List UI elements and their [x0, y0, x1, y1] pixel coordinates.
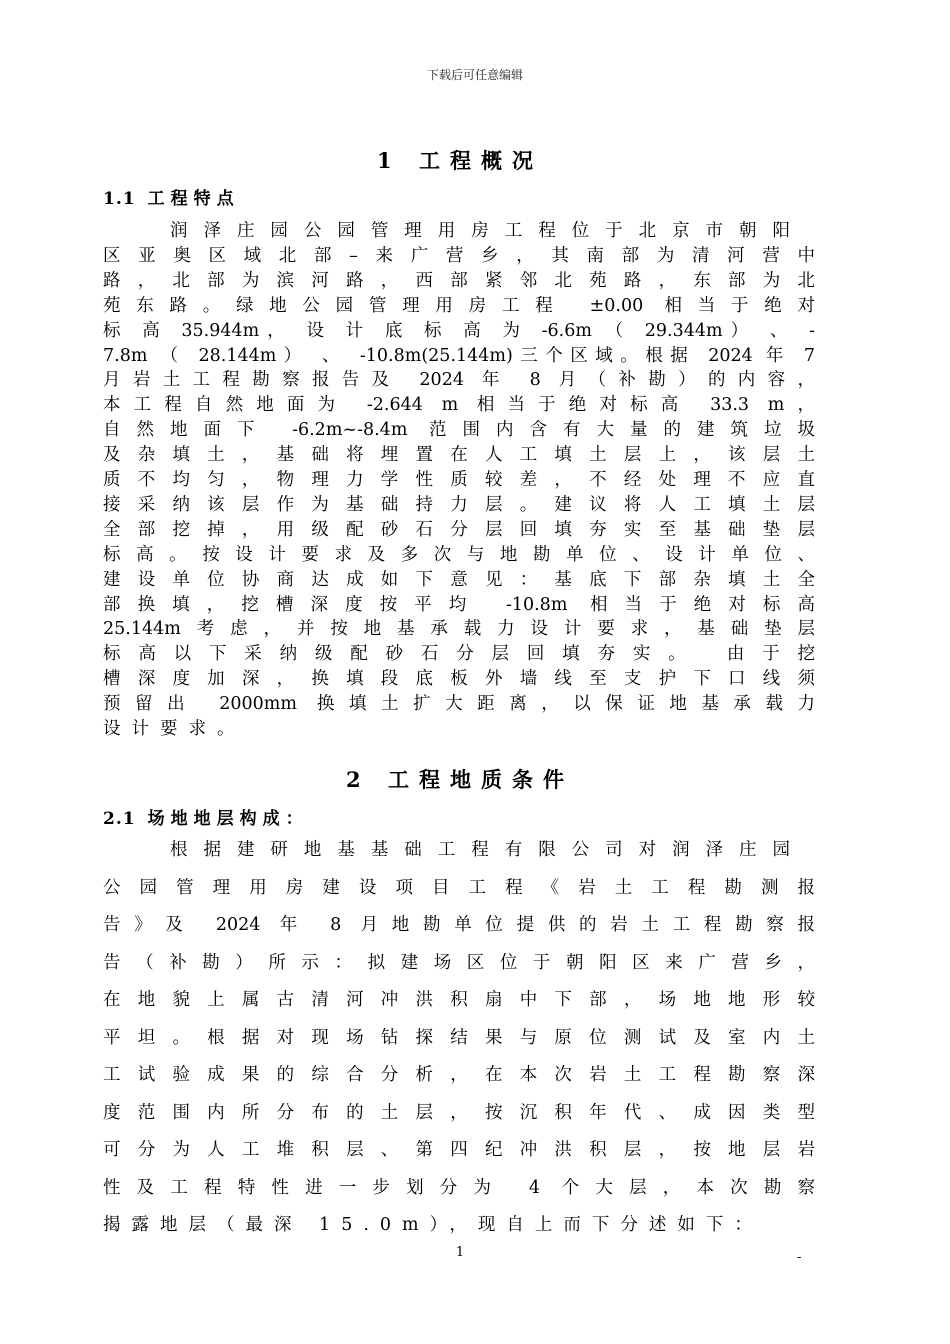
paragraph-line: 自然地面下 -6.2m~-8.4m 范围内含有大量的建筑垃圾	[103, 420, 815, 441]
paragraph-line: 工试验成果的综合分析，在本次岩土工程勘察深	[103, 1065, 815, 1085]
paragraph-line: 质不均匀，物理力学性质较差，不经处理不应直	[103, 470, 815, 490]
paragraph-line: 区亚奥区域北部–来广营乡，其南部为清河营中	[103, 245, 815, 266]
paragraph-line: 平坦。根据对现场钻探结果与原位测试及室内土	[103, 1027, 815, 1048]
paragraph-line: 根据建研地基基础工程有限公司对润泽庄园	[170, 840, 790, 860]
paragraph-line: 标 高 35.944m， 设 计 底 标 高 为 -6.6m （ 29.344m） 、 -	[103, 320, 815, 341]
paragraph-line: 可分为人工堆积层、第四纪冲洪积层，按地层岩	[103, 1140, 815, 1160]
page-header: 下载后可任意编辑	[426, 68, 523, 82]
paragraph-line: 本工程自然地面为 -2.644 m 相当于绝对标高 33.3 m，	[103, 395, 815, 416]
paragraph-line: 揭露地层（最深 15.0m），现自上而下分述如下：	[103, 1215, 763, 1235]
paragraph-line: 路，北部为滨河路，西部紧邻北苑路，东部为北	[103, 270, 815, 291]
paragraph-line: 预留出 2000mm 换填土扩大距离，以保证地基承载力	[103, 694, 815, 715]
paragraph-line: 告（补勘）所示：拟建场区位于朝阳区来广营乡，	[103, 952, 815, 973]
paragraph-line: 7.8m （ 28.144m） 、 -10.8m(25.144m)三个区域。根据 2024 年 7	[103, 345, 815, 366]
subsection-title-2-1	[103, 804, 309, 829]
paragraph-line: 及杂填土，基础将埋置在人工填土层上，该层土	[103, 445, 815, 466]
section-title-2: 2 工程地质条件	[346, 767, 574, 792]
paragraph-line: 25.144m考虑，并按地基承载力设计要求，基础垫层	[103, 619, 815, 640]
paragraph-line: 润泽庄园公园管理用房工程位于北京市朝阳	[170, 221, 790, 241]
subsection-label: 工程特点	[147, 189, 240, 209]
paragraph-line: 月岩土工程勘察报告及 2024 年 8 月（补勘）的内容，	[103, 370, 815, 391]
paragraph-line: 苑东路。绿地公园管理用房工程 ±0.00 相当于绝对	[103, 295, 815, 316]
subsection-number: 1.1	[103, 189, 136, 209]
paragraph-line: 公园管理用房建设项目工程《岩土工程勘测报	[103, 877, 815, 898]
paragraph-line: 标高以下采纳级配砂石分层回填夯实。 由于挖	[103, 644, 815, 665]
paragraph-line: 建设单位协商达成如下意见：基底下部杂填土全	[103, 569, 815, 590]
section-title-1: 1 工程概况	[377, 148, 543, 173]
paragraph-line: 全部挖掉，用级配砂石分层回填夯实至基础垫层	[103, 519, 815, 540]
paragraph-line: 告》及 2024 年 8 月地勘单位提供的岩土工程勘察报	[103, 915, 815, 935]
paragraph-line: 接采纳该层作为基础持力层。建议将人工填土层	[103, 494, 815, 515]
page-number: 1	[455, 1245, 465, 1260]
paragraph-line: 部换填，挖槽深度按平均 -10.8m 相当于绝对标高	[103, 594, 815, 615]
paragraph-line: 度范围内所分布的土层，按沉积年代、成因类型	[103, 1102, 815, 1123]
paragraph-line: 在地貌上属古清河冲洪积扇中下部，场地地形较	[103, 990, 815, 1010]
subsection-title-1-1	[103, 184, 240, 209]
subsection-label: 场地地层构成：	[147, 809, 309, 829]
subsection-number: 2.1	[103, 809, 136, 829]
paragraph-line: 标高。按设计要求及多次与地勘单位、设计单位、	[103, 544, 815, 565]
paragraph-line: 设计要求。	[103, 719, 246, 739]
paragraph-line: 槽深度加深，换填段底板外墙线至支护下口线须	[103, 669, 815, 690]
footer-mark: -	[797, 1250, 802, 1265]
paragraph-line: 性及工程特性进一步划分为 4 个大层，本次勘察	[103, 1177, 815, 1198]
